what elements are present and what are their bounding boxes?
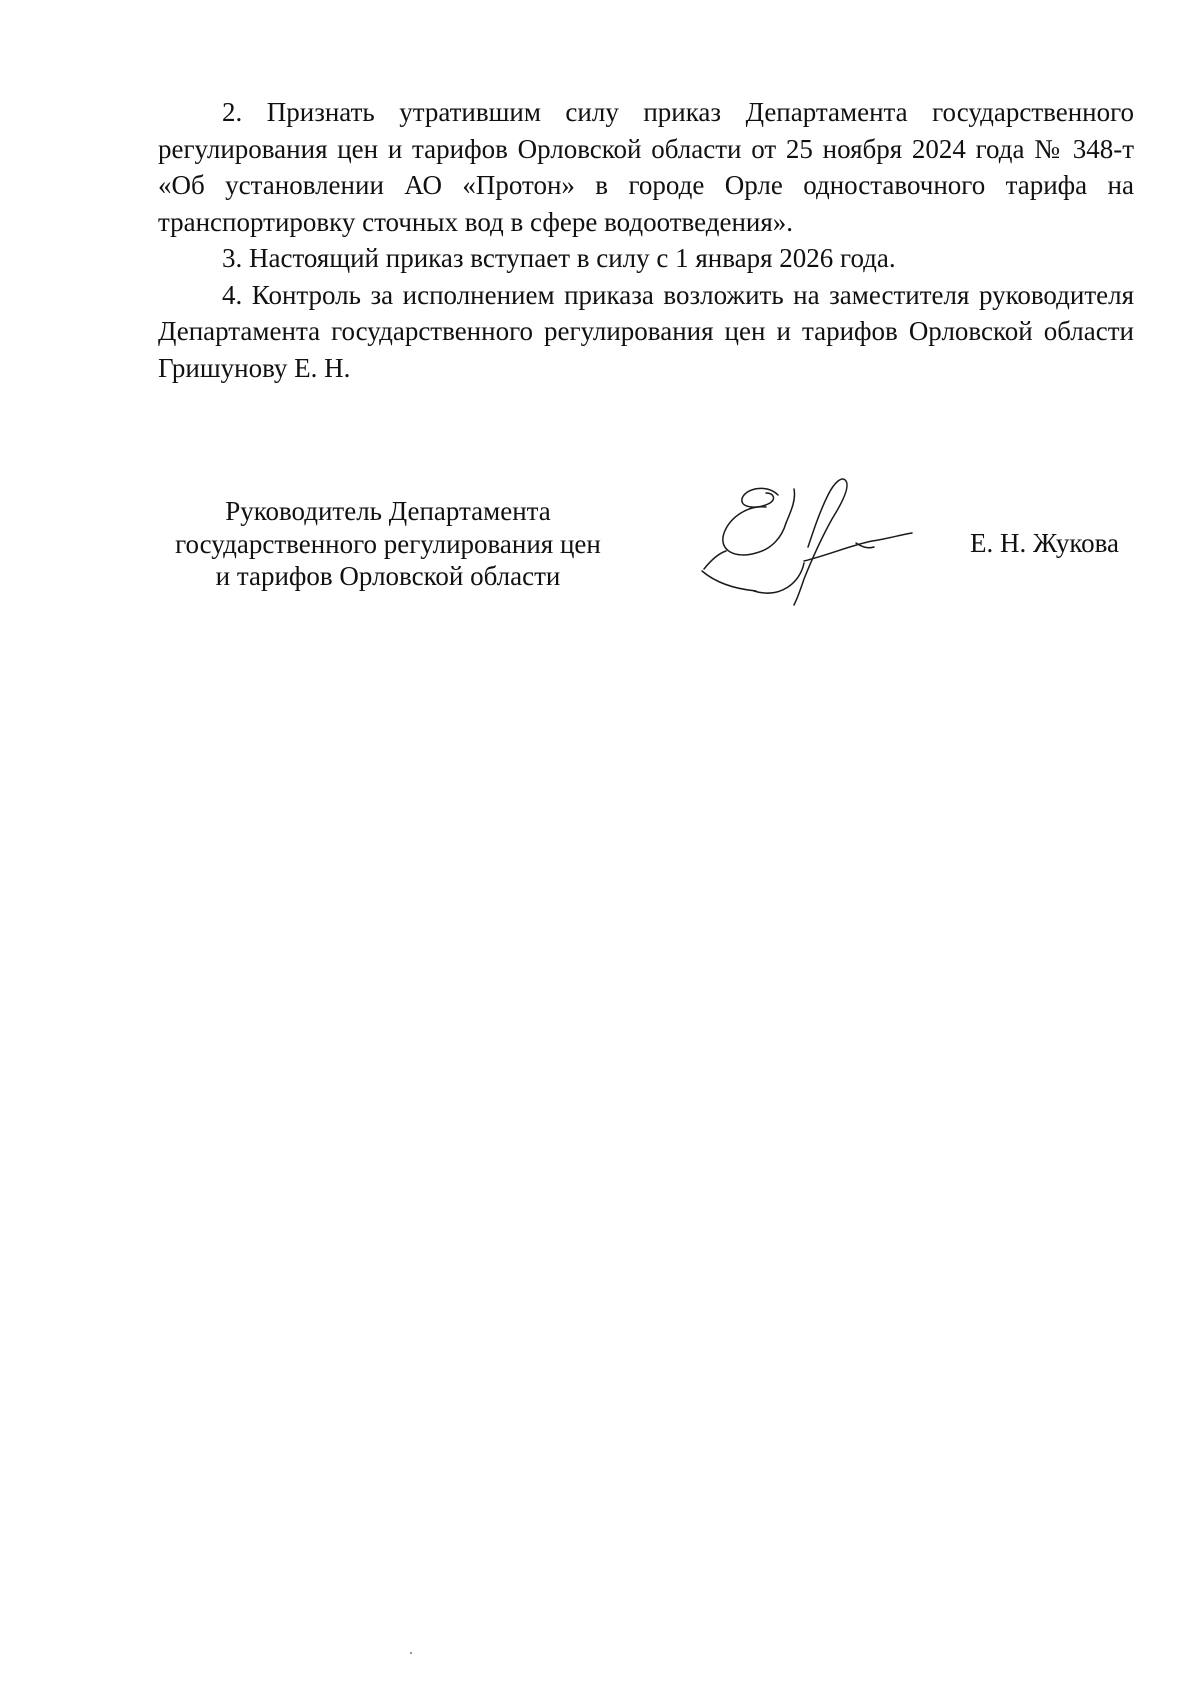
position-line: Руководитель Департамента — [225, 496, 551, 526]
signatory-name: Е. Н. Жукова — [970, 528, 1119, 558]
order-body — [158, 94, 1134, 386]
position-line: государственного регулирования цен — [175, 528, 601, 559]
scan-artifact — [410, 1652, 412, 1654]
signature-block — [0, 495, 1200, 615]
position-line: и тарифов Орловской области — [215, 561, 561, 591]
signatory-position — [148, 495, 628, 593]
order-item-4: 4. Контроль за исполнением приказа возложить на заместителя руководителя Департамента государственного регулирования цен и тарифов Орловской области Гришунову Е. Н. — [158, 279, 1134, 383]
order-item-2: 2. Признать утратившим силу приказ Департамента государственного регулирования цен и тарифов Орловской области от 25 ноября 2024 года № 348-т «Об установлении АО «Протон» в городе Орле одноставочного тарифа на транспортировку сточных вод в сфере водоотведения». — [158, 97, 1134, 237]
handwritten-signature — [696, 459, 936, 609]
order-item-3: 3. Настоящий приказ вступает в силу с 1 января 2026 года. — [222, 243, 896, 273]
